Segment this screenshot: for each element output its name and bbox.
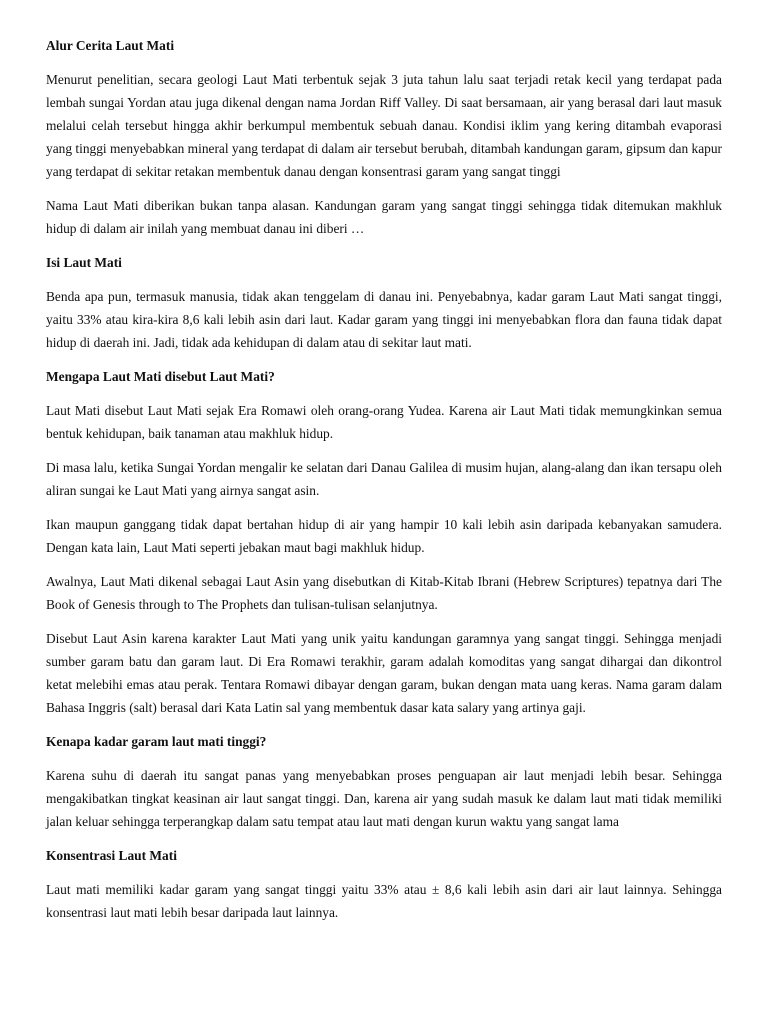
- paragraph: Awalnya, Laut Mati dikenal sebagai Laut Asin yang disebutkan di Kitab-Kitab Ibrani (Hebrew Scriptures) tepatnya dari The Book of Genesis through to The Prophets dan tulisan-tulisan selanjutnya.: [46, 574, 722, 612]
- paragraph: Ikan maupun ganggang tidak dapat bertahan hidup di air yang hampir 10 kali lebih asin daripada kebanyakan samudera. Dengan kata lain, Laut Mati seperti jebakan maut bagi makhluk hidup.: [46, 517, 722, 555]
- section-heading: Konsentrasi Laut Mati: [46, 848, 177, 863]
- section-heading: Kenapa kadar garam laut mati tinggi?: [46, 734, 267, 749]
- paragraph: Disebut Laut Asin karena karakter Laut Mati yang unik yaitu kandungan garamnya yang sangat tinggi. Sehingga menjadi sumber garam batu dan garam laut. Di Era Romawi terakhir, garam adalah komoditas yang sangat dihargai dan dikontrol ketat melebihi emas atau perak. Tentara Romawi dibayar dengan garam, bukan dengan mata uang keras. Nama garam dalam Bahasa Inggris (salt) berasal dari Kata Latin sal yang membentuk dasar kata salary yang artinya gaji.: [46, 631, 722, 715]
- document-page: [46, 34, 722, 935]
- paragraph: Karena suhu di daerah itu sangat panas yang menyebabkan proses penguapan air laut menjadi lebih besar. Sehingga mengakibatkan tingkat keasinan air laut sangat tinggi. Dan, karena air yang sudah masuk ke dalam laut mati tidak memiliki jalan keluar sehingga terperangkap dalam satu tempat atau laut mati dengan kurun waktu yang sangat lama: [46, 768, 722, 829]
- paragraph: Nama Laut Mati diberikan bukan tanpa alasan. Kandungan garam yang sangat tinggi sehingga tidak ditemukan makhluk hidup di dalam air inilah yang membuat danau ini diberi …: [46, 198, 722, 236]
- paragraph: Benda apa pun, termasuk manusia, tidak akan tenggelam di danau ini. Penyebabnya, kadar garam Laut Mati sangat tinggi, yaitu 33% atau kira-kira 8,6 kali lebih asin dari laut. Kadar garam yang tinggi ini menyebabkan flora dan fauna tidak dapat hidup di daerah ini. Jadi, tidak ada kehidupan di dalam atau di sekitar laut mati.: [46, 289, 722, 350]
- section-heading: Isi Laut Mati: [46, 255, 122, 270]
- paragraph: Laut Mati disebut Laut Mati sejak Era Romawi oleh orang-orang Yudea. Karena air Laut Mati tidak memungkinkan semua bentuk kehidupan, baik tanaman atau makhluk hidup.: [46, 403, 722, 441]
- paragraph: Laut mati memiliki kadar garam yang sangat tinggi yaitu 33% atau ± 8,6 kali lebih asin dari air laut lainnya. Sehingga konsentrasi laut mati lebih besar daripada laut lainnya.: [46, 882, 722, 920]
- section-heading: Mengapa Laut Mati disebut Laut Mati?: [46, 369, 275, 384]
- paragraph: Menurut penelitian, secara geologi Laut Mati terbentuk sejak 3 juta tahun lalu saat terjadi retak kecil yang terdapat pada lembah sungai Yordan atau juga dikenal dengan nama Jordan Riff Valley. Di saat bersamaan, air yang berasal dari laut masuk melalui celah tersebut hingga akhir berkumpul membentuk sebuah danau. Kondisi iklim yang kering ditambah evaporasi yang tinggi menyebabkan mineral yang terdapat di dalam air tersebut berubah, ditambah kandungan garam, gipsum dan kapur yang terdapat di sekitar retakan membentuk danau dengan konsentrasi garam yang sangat tinggi: [46, 72, 723, 179]
- section-heading: Alur Cerita Laut Mati: [46, 38, 175, 53]
- paragraph: Di masa lalu, ketika Sungai Yordan mengalir ke selatan dari Danau Galilea di musim hujan, alang-alang dan ikan tersapu oleh aliran sungai ke Laut Mati yang airnya sangat asin.: [46, 460, 722, 498]
